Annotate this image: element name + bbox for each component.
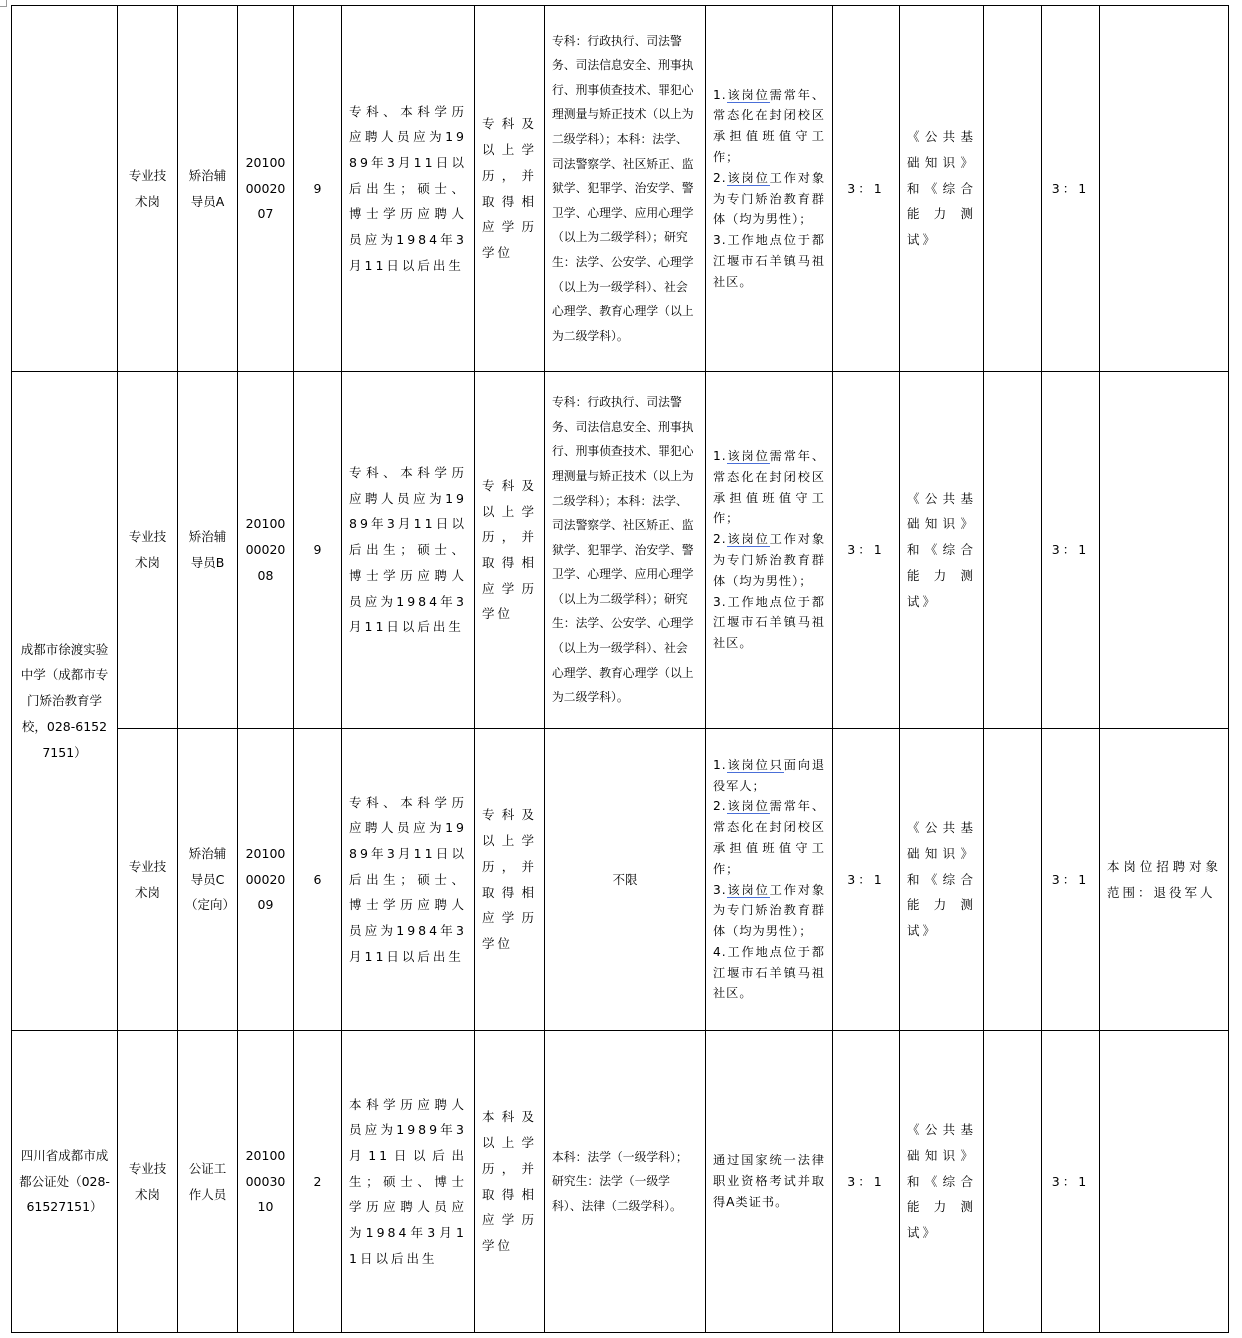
code-part: 09 bbox=[257, 897, 274, 913]
education-cell: 本科及以上学历，并取得相应学历学位 bbox=[475, 1031, 545, 1333]
major-cell: 专科：行政执行、司法警务、司法信息安全、刑事执行、刑事侦查技术、罪犯心理测量与矫正技术（以上为二级学科）；本科：法学、司法警察学、社区矫正、监狱学、犯罪学、治安学、警卫学、心理学、应用心理学（以上为二级学科）；研究生：法学、公安学、心理学（以上为一级学科）、社会心理学、教育心理学（以上为二级学科）。 bbox=[545, 6, 706, 372]
code-part: 08 bbox=[257, 567, 274, 583]
headcount-cell: 9 bbox=[294, 6, 342, 372]
exam-ratio-cell: 3：1 bbox=[833, 6, 900, 372]
recruitment-table bbox=[11, 5, 1229, 1333]
position-code-cell bbox=[238, 1031, 294, 1333]
table-row bbox=[12, 372, 1229, 729]
remarks-cell bbox=[1100, 1031, 1229, 1333]
note-line: 2.该岗位工作对象为专门矫治教育群体（均为男性）； bbox=[713, 170, 826, 227]
note-line: 3.该岗位工作对象为专门矫治教育群体（均为男性）； bbox=[713, 882, 826, 939]
age-requirement-cell: 专科、本科学历应聘人员应为1989年3月11日以后出生；硕士、博士学历应聘人员应为1984年3月11日以后出生 bbox=[342, 729, 475, 1031]
unit-cell: 成都市徐渡实验中学（成都市专门矫治教育学校，028-61527151） bbox=[12, 372, 118, 1031]
major-cell: 专科：行政执行、司法警务、司法信息安全、刑事执行、刑事侦查技术、罪犯心理测量与矫正技术（以上为二级学科）；本科：法学、司法警察学、社区矫正、监狱学、犯罪学、治安学、警卫学、心理学、应用心理学（以上为二级学科）；研究生：法学、公安学、心理学（以上为一级学科）、社会心理学、教育心理学（以上为二级学科）。 bbox=[545, 372, 706, 729]
interview-ratio-cell: 3：1 bbox=[1042, 372, 1100, 729]
remarks-cell bbox=[1100, 372, 1229, 729]
exam-ratio-cell: 3：1 bbox=[833, 372, 900, 729]
major-cell: 不限 bbox=[545, 729, 706, 1031]
note-line: 1.该岗位只面向退役军人； bbox=[713, 757, 826, 793]
exam-subject-cell: 《公共基础知识》和《综合能力测试》 bbox=[900, 729, 984, 1031]
note-line: 1.该岗位需常年、常态化在封闭校区承担值班值守工作； bbox=[713, 449, 826, 526]
note-line: 3.工作地点位于都江堰市石羊镇马祖社区。 bbox=[713, 233, 825, 289]
headcount-cell: 2 bbox=[294, 1031, 342, 1333]
notes-cell bbox=[706, 6, 833, 372]
position-name-cell: 公证工作人员 bbox=[178, 1031, 238, 1333]
exam-subject-cell: 《公共基础知识》和《综合能力测试》 bbox=[900, 1031, 984, 1333]
headcount-cell: 6 bbox=[294, 729, 342, 1031]
education-cell: 专科及以上学历，并取得相应学历学位 bbox=[475, 372, 545, 729]
blank-cell bbox=[984, 1031, 1042, 1333]
unit-cell: 四川省成都市成都公证处（028-61527151） bbox=[12, 1031, 118, 1333]
code-part: 00020 bbox=[245, 871, 286, 887]
position-name-cell: 矫治辅导员C（定向） bbox=[178, 729, 238, 1031]
note-line: 2.该岗位工作对象为专门矫治教育群体（均为男性）； bbox=[713, 532, 826, 588]
table-row bbox=[12, 6, 1229, 372]
position-code-cell bbox=[238, 729, 294, 1031]
blank-cell bbox=[984, 372, 1042, 729]
notes-cell bbox=[706, 372, 833, 729]
code-part: 00020 bbox=[245, 180, 286, 196]
code-part: 00020 bbox=[245, 542, 286, 558]
blank-cell bbox=[984, 6, 1042, 372]
education-cell: 专科及以上学历，并取得相应学历学位 bbox=[475, 6, 545, 372]
exam-subject-cell: 《公共基础知识》和《综合能力测试》 bbox=[900, 6, 984, 372]
table-row bbox=[12, 729, 1229, 1031]
interview-ratio-cell: 3：1 bbox=[1042, 729, 1100, 1031]
code-part: 20100 bbox=[245, 845, 286, 861]
code-part: 00030 bbox=[245, 1173, 286, 1189]
page-corner-mark bbox=[0, 0, 7, 7]
note-line: 4.工作地点位于都江堰市石羊镇马祖社区。 bbox=[713, 944, 825, 1001]
age-requirement-cell: 专科、本科学历应聘人员应为1989年3月11日以后出生；硕士、博士学历应聘人员应为1984年3月11日以后出生 bbox=[342, 6, 475, 372]
interview-ratio-cell: 3：1 bbox=[1042, 1031, 1100, 1333]
remarks-cell bbox=[1100, 6, 1229, 372]
note-line: 1.该岗位需常年、常态化在封闭校区承担值班值守工作； bbox=[713, 87, 826, 164]
education-cell: 专科及以上学历，并取得相应学历学位 bbox=[475, 729, 545, 1031]
notes-cell bbox=[706, 729, 833, 1031]
position-category-cell: 专业技术岗 bbox=[118, 729, 178, 1031]
exam-subject-cell: 《公共基础知识》和《综合能力测试》 bbox=[900, 372, 984, 729]
code-part: 10 bbox=[257, 1199, 274, 1215]
interview-ratio-cell: 3：1 bbox=[1042, 6, 1100, 372]
blank-cell bbox=[984, 729, 1042, 1031]
position-category-cell: 专业技术岗 bbox=[118, 372, 178, 729]
unit-cell bbox=[12, 6, 118, 372]
major-cell: 本科：法学（一级学科）；研究生：法学（一级学科）、法律（二级学科）。 bbox=[545, 1031, 706, 1333]
note-line: 2.该岗位需常年、常态化在封闭校区承担值班值守工作； bbox=[713, 799, 826, 876]
note-line: 3.工作地点位于都江堰市石羊镇马祖社区。 bbox=[713, 594, 825, 651]
notes-cell bbox=[706, 1031, 833, 1333]
code-part: 20100 bbox=[245, 154, 286, 170]
position-name-cell: 矫治辅导员A bbox=[178, 6, 238, 372]
position-name-cell: 矫治辅导员B bbox=[178, 372, 238, 729]
exam-ratio-cell: 3：1 bbox=[833, 1031, 900, 1333]
code-part: 07 bbox=[257, 206, 274, 222]
age-requirement-cell: 本科学历应聘人员应为1989年3月11日以后出生；硕士、博士学历应聘人员应为1984年3月11日以后出生 bbox=[342, 1031, 475, 1333]
note-line: 通过国家统一法律职业资格考试并取得A类证书。 bbox=[713, 1153, 825, 1209]
age-requirement-cell: 专科、本科学历应聘人员应为1989年3月11日以后出生；硕士、博士学历应聘人员应为1984年3月11日以后出生 bbox=[342, 372, 475, 729]
headcount-cell: 9 bbox=[294, 372, 342, 729]
remarks-cell: 本岗位招聘对象范围：退役军人 bbox=[1100, 729, 1229, 1031]
code-part: 20100 bbox=[245, 516, 286, 532]
position-category-cell: 专业技术岗 bbox=[118, 1031, 178, 1333]
exam-ratio-cell: 3：1 bbox=[833, 729, 900, 1031]
table-row bbox=[12, 1031, 1229, 1333]
recruitment-table-container bbox=[11, 5, 1229, 1333]
position-code-cell bbox=[238, 6, 294, 372]
code-part: 20100 bbox=[245, 1147, 286, 1163]
position-category-cell: 专业技术岗 bbox=[118, 6, 178, 372]
position-code-cell bbox=[238, 372, 294, 729]
